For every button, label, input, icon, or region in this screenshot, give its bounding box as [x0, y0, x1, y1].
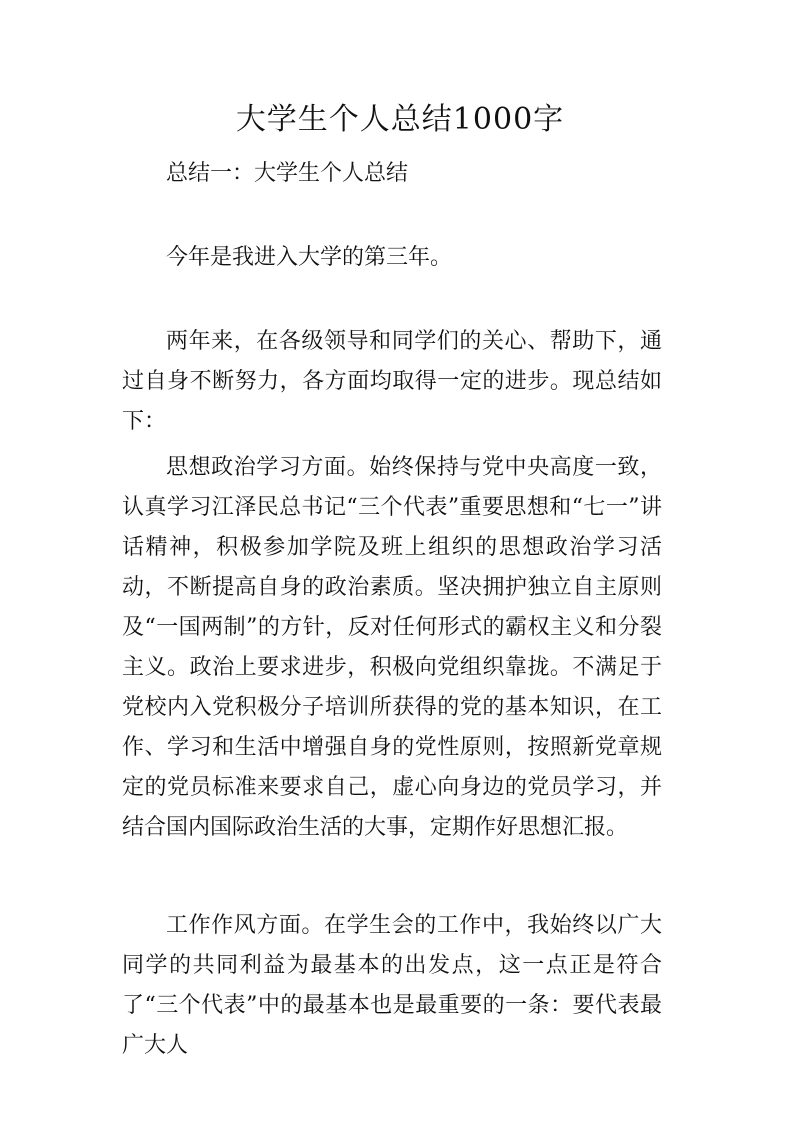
paragraph-work-style: 工作作风方面。在学生会的工作中，我始终以广大同学的共同利益为最基本的出发点，这一点正是符合了“三个代表”中的最基本也是最重要的一条：要代表最广大人: [122, 913, 662, 1058]
paragraph-two-years: 两年来，在各级领导和同学们的关心、帮助下，通过自身不断努力，各方面均取得一定的进步。现总结如下：: [122, 329, 662, 434]
paragraph-intro: 今年是我进入大学的第三年。: [166, 245, 453, 270]
document-title: 大学生个人总结1000字: [235, 102, 565, 137]
section-subtitle: 总结一：大学生个人总结: [166, 161, 409, 186]
paragraph-political-study: 思想政治学习方面。始终保持与党中央高度一致，认真学习江泽民总书记“三个代表”重要思想和“七一”讲话精神，积极参加学院及班上组织的思想政治学习活动，不断提高自身的政治素质。坚决拥护独立自主原则及“一国两制”的方针，反对任何形式的霸权主义和分裂主义。政治上要求进步，积极向党组织靠拢。不满足于党校内入党积极分子培训所获得的党的基本知识，在工作、学习和生活中增强自身的党性原则，按照新党章规定的党员标准来要求自己，虚心向身边的党员学习，并结合国内国际政治生活的大事，定期作好思想汇报。: [122, 455, 662, 840]
